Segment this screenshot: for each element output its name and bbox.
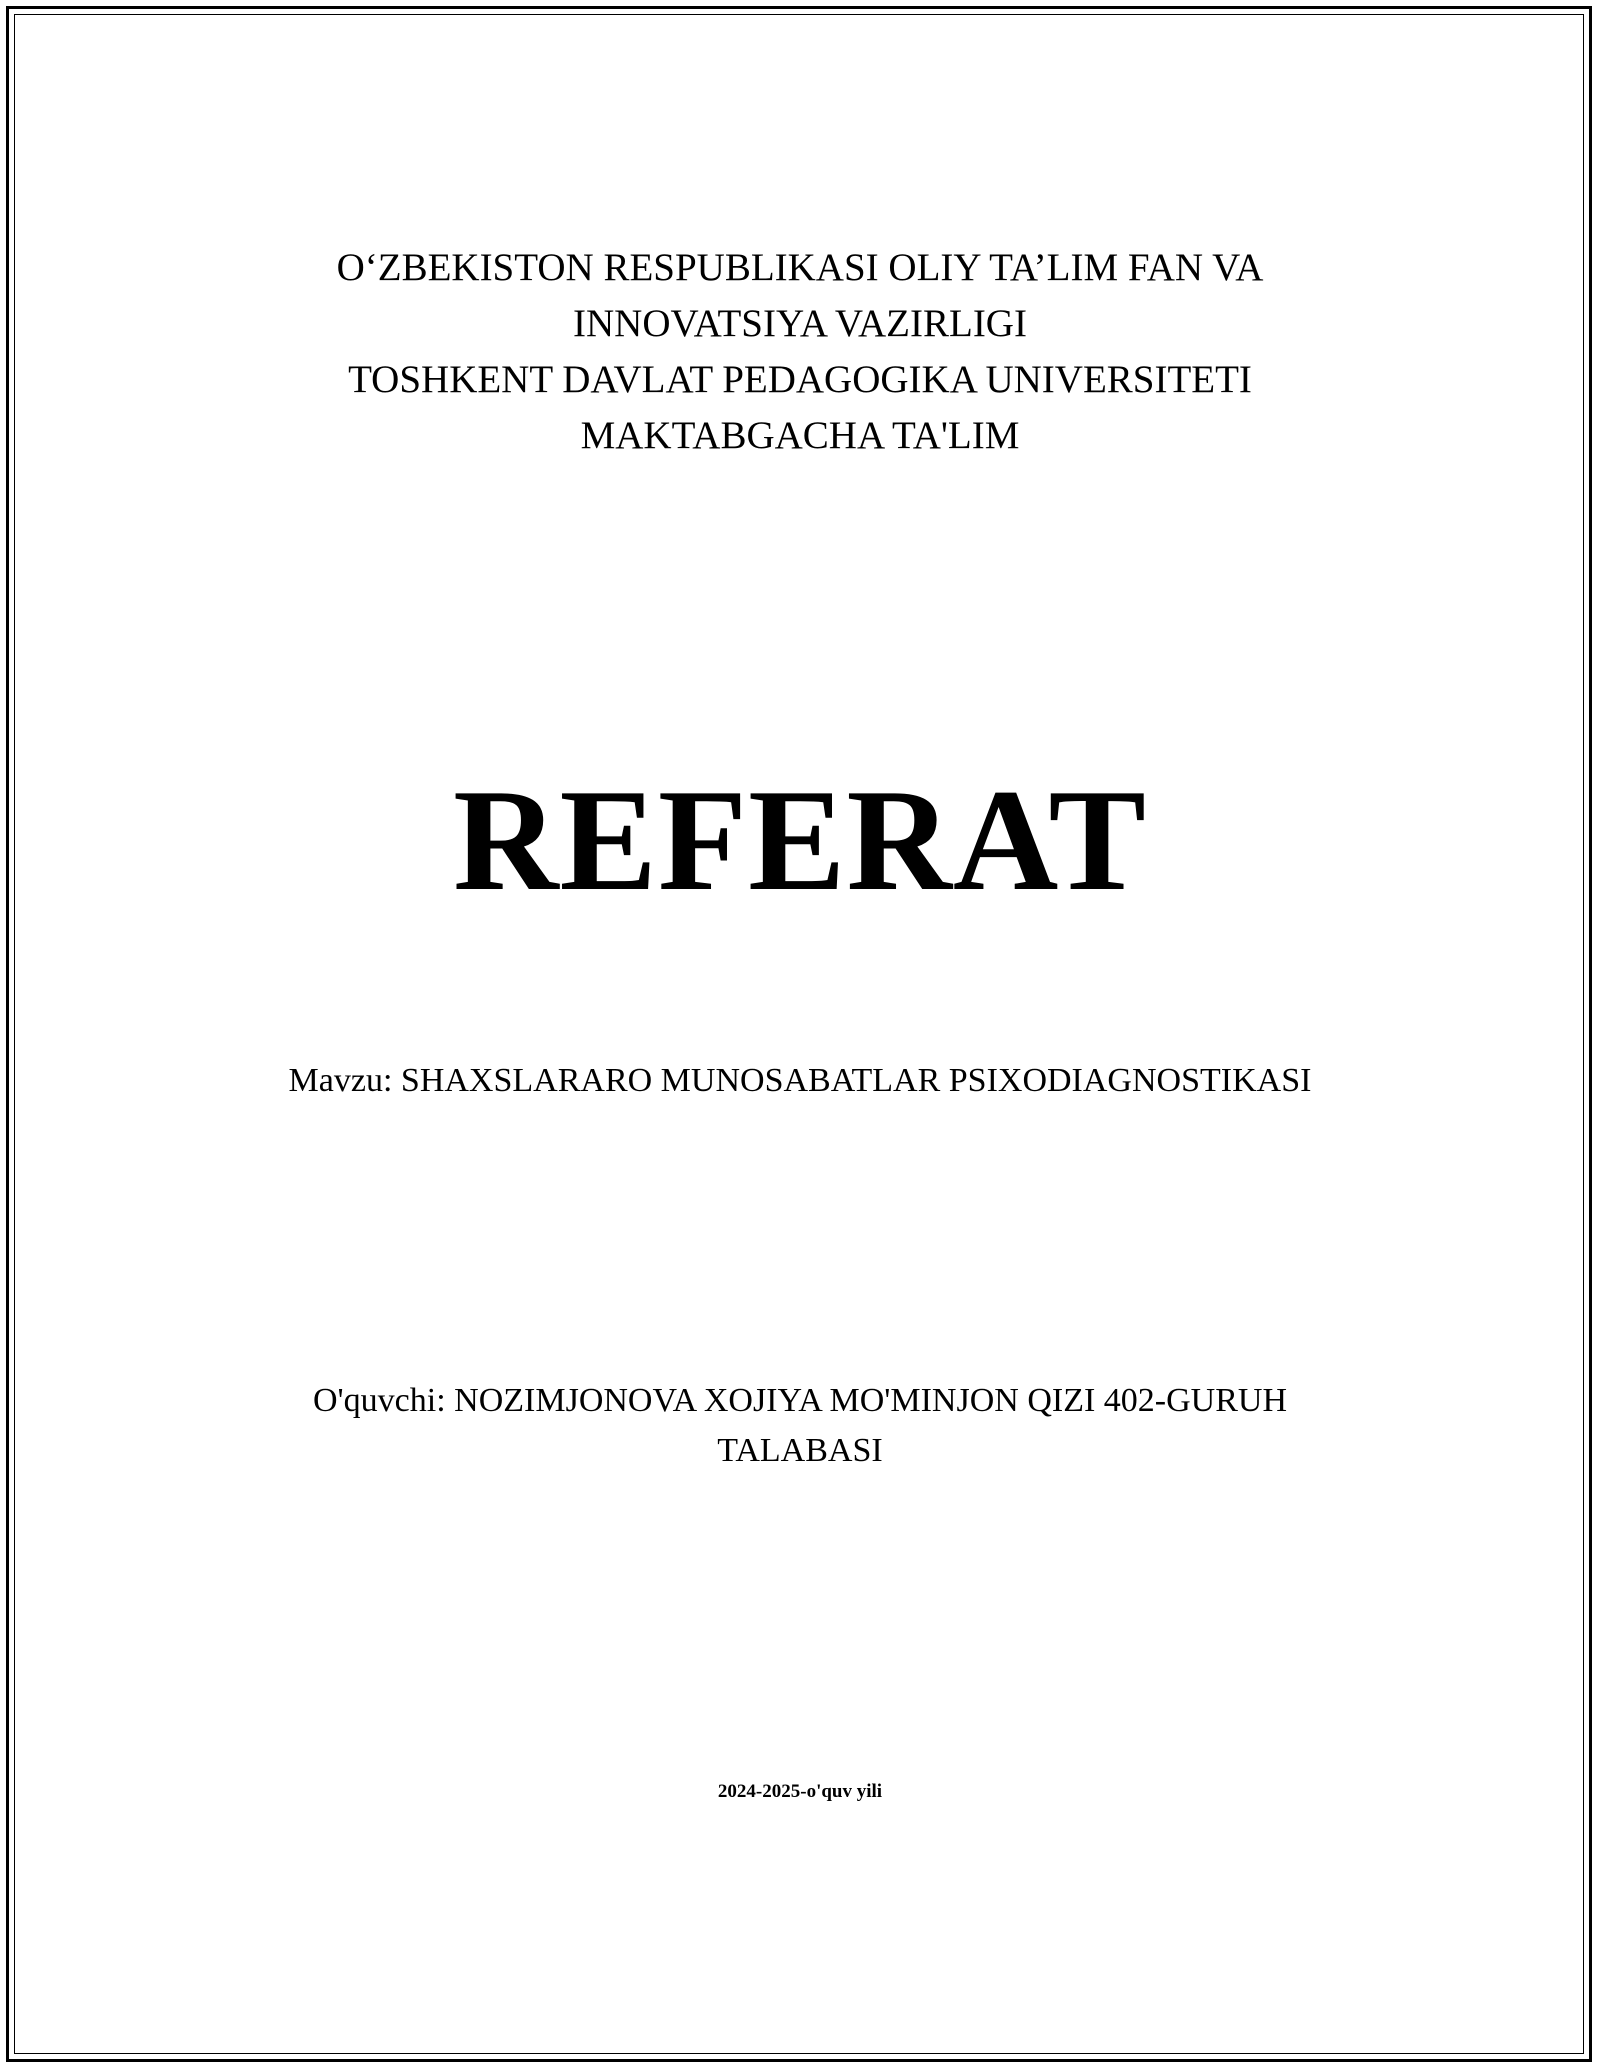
header-line-university: TOSHKENT DAVLAT PEDAGOGIKA UNIVERSITETI bbox=[348, 358, 1252, 401]
header-line-ministry-2: INNOVATSIYA VAZIRLIGI bbox=[573, 302, 1027, 345]
topic-line: Mavzu: SHAXSLARARO MUNOSABATLAR PSIXODIAGNOSTIKASI bbox=[288, 1062, 1312, 1099]
academic-year: 2024-2025-o'quv yili bbox=[717, 1781, 883, 1802]
header-line-faculty: MAKTABGACHA TA'LIM bbox=[580, 414, 1020, 457]
institution-header bbox=[0, 240, 1600, 464]
student-info bbox=[0, 1376, 1600, 1476]
student-line-1: O'quvchi: NOZIMJONOVA XOJIYA MO'MINJON QIZI 402-GURUH bbox=[313, 1382, 1287, 1419]
header-line-ministry-1: O‘ZBEKISTON RESPUBLIKASI OLIY TA’LIM FAN VA bbox=[336, 246, 1264, 289]
student-line-2: TALABASI bbox=[717, 1432, 883, 1469]
document-title: REFERAT bbox=[453, 759, 1147, 921]
